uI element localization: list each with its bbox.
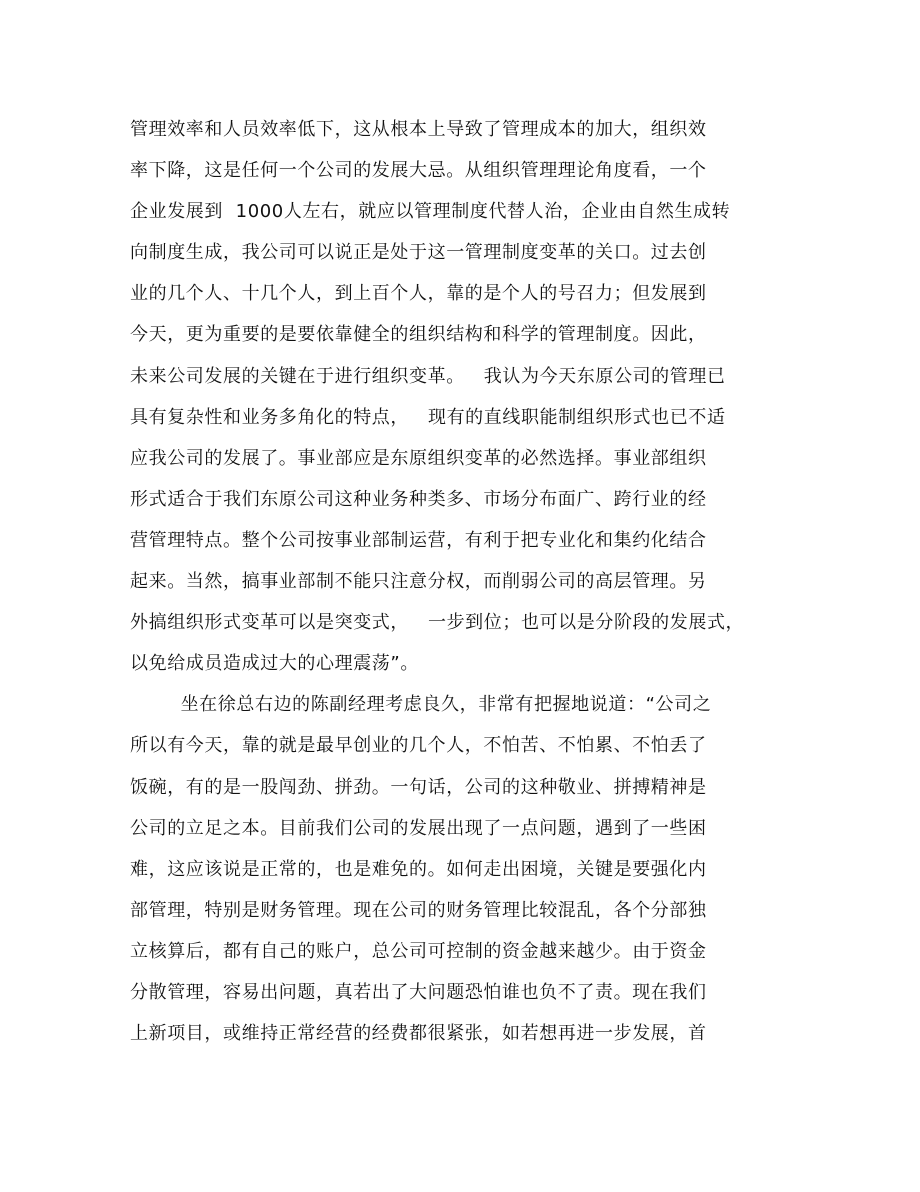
text-line: 形式适合于我们东原公司这种业务种类多、市场分布面广、跨行业的经 [130, 488, 707, 510]
text-line: 难，这应该说是正常的，也是难免的。如何走出困境，关键是要强化内 [130, 858, 707, 880]
text-line: 饭碗，有的是一股闯劲、拼劲。一句话，公司的这种敬业、拼搏精神是 [130, 776, 707, 798]
text-line: 业的几个人、十几个人，到上百个人，靠的是个人的号召力；但发展到 [130, 283, 707, 305]
text-line: 以免给成员造成过大的心理震荡”。 [130, 653, 419, 675]
text-line: 向制度生成，我公司可以说正是处于这一管理制度变革的关口。过去创 [130, 242, 707, 264]
text-line: 今天，更为重要的是要依靠健全的组织结构和科学的管理制度。因此， [130, 324, 707, 346]
text-line: 公司的立足之本。目前我们公司的发展出现了一点问题，遇到了一些困 [130, 817, 707, 839]
text-line: 部管理，特别是财务管理。现在公司的财务管理比较混乱，各个分部独 [130, 899, 707, 921]
body-text [130, 109, 745, 1054]
text-line: 具有复杂性和业务多角化的特点， 现有的直线职能制组织形式也已不适 [130, 406, 726, 428]
text-line: 应我公司的发展了。事业部应是东原组织变革的必然选择。事业部组织 [130, 447, 707, 469]
text-line: 未来公司发展的关键在于进行组织变革。 我认为今天东原公司的管理已 [130, 365, 726, 387]
text-line: 分散管理，容易出问题，真若出了大问题恐怕谁也负不了责。现在我们 [130, 981, 707, 1003]
text-line: 所以有今天，靠的就是最早创业的几个人，不怕苦、不怕累、不怕丢了 [130, 735, 707, 757]
text-line: 管理效率和人员效率低下，这从根本上导致了管理成本的加大，组织效 [130, 119, 707, 140]
text-line: 营管理特点。整个公司按事业部制运营，有利于把专业化和集约化结合 [130, 529, 707, 551]
text-line: 率下降，这是任何一个公司的发展大忌。从组织管理理论角度看，一个 [130, 160, 707, 182]
text-line: 外搞组织形式变革可以是突变式， 一步到位；也可以是分阶段的发展式， [130, 612, 745, 634]
paragraph-start-line: 坐在徐总右边的陈副经理考虑良久，非常有把握地说道：“公司之 [130, 694, 712, 716]
text-line: 企业发展到 1000人左右，就应以管理制度代替人治，企业由自然生成转 [130, 201, 731, 223]
text-line: 上新项目，或维持正常经营的经费都很紧张，如若想再进一步发展，首 [130, 1023, 707, 1045]
text-line: 立核算后，都有自己的账户，总公司可控制的资金越来越少。由于资金 [130, 940, 707, 962]
text-line: 起来。当然，搞事业部制不能只注意分权，而削弱公司的高层管理。另 [130, 571, 707, 593]
